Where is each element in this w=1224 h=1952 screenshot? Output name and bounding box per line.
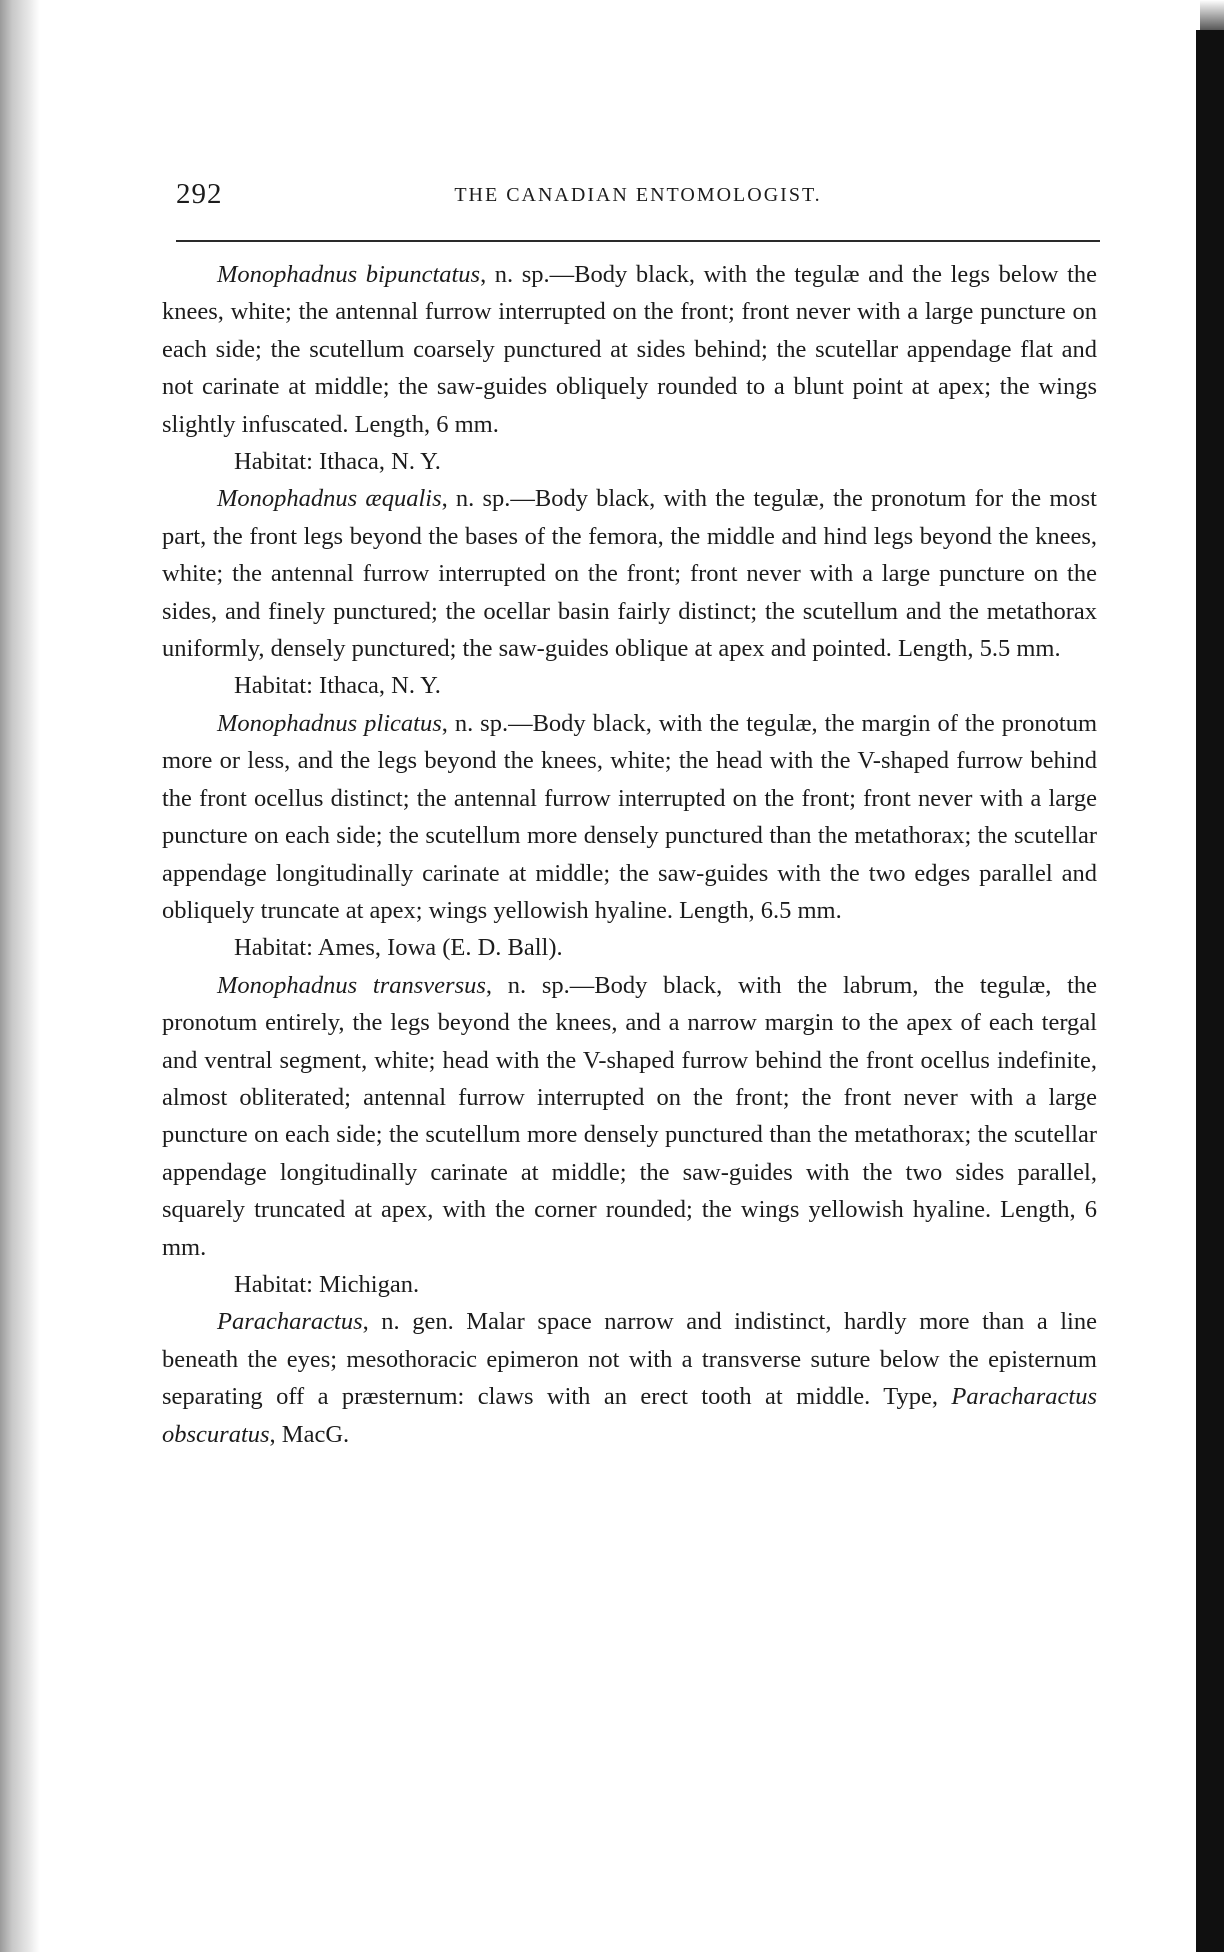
genus-description-text: , n. gen. Malar space narrow and indistinct, hardly more than a line beneath the eyes; mesothoracic epimeron not with a transverse suture below the episternum separating off a præsternum: claws with an erect tooth at middle. Type, — [162, 1308, 1097, 1411]
species-description — [162, 480, 1097, 667]
page-number: 292 — [176, 178, 223, 210]
taxon-name: Monophadnus bipunctatus — [217, 261, 481, 288]
habitat-line: Habitat: Michigan. — [234, 1270, 420, 1298]
genus-name: Paracharactus — [217, 1308, 363, 1336]
description-text: , n. sp.—Body black, with the tegulæ, the margin of the pronotum more or less, and the legs beyond the knees, white; the head with the V-shaped furrow behind the front ocellus distinct; the antennal furrow interrupted on the front; front never with a large puncture on each side; the scutellum more densely punctured than the metathorax; the scutellar appendage longitudinally carinate at middle; the saw-guides with the two edges parallel and obliquely truncate at apex; wings yellowish hyaline. Length, 6.5 mm. — [162, 709, 1097, 924]
description-text: , n. sp.—Body black, with the tegulæ, the pronotum for the most part, the front legs beyond the bases of the femora, the middle and hind legs beyond the knees, white; the antennal furrow interrupted on the front; front never with a large puncture on the sides, and finely punctured; the ocellar basin fairly distinct; the scutellum and the metathorax uniformly, densely punctured; the saw-guides oblique at apex and pointed. Length, 5.5 mm. — [162, 485, 1097, 663]
habitat-line: Habitat: Ithaca, N. Y. — [234, 448, 441, 476]
type-species-author: , MacG. — [269, 1420, 350, 1448]
taxon-name: Monophadnus transversus — [217, 971, 486, 999]
page-left-edge-shadow — [0, 0, 40, 1952]
page-right-edge-border — [1196, 30, 1224, 1952]
habitat-line: Habitat: Ames, Iowa (E. D. Ball). — [234, 934, 563, 962]
description-text: , n. sp.—Body black, with the labrum, the tegulæ, the pronotum entirely, the legs beyond the knees, and a narrow margin to the apex of each tergal and ventral segment, white; head with the V-shaped furrow behind the front ocellus indefinite, almost obliterated; antennal furrow interrupted on the front; the front never with a large puncture on each side; the scutellum more densely punctured than the metathorax; the scutellar appendage longitudinally carinate at middle; the saw-guides with the two sides parallel, squarely truncated at apex, with the corner rounded; the wings yellowish hyaline. Length, 6 mm. — [162, 971, 1097, 1261]
genus-description — [162, 1303, 1097, 1453]
type-species-name: Paracharactus obscuratus — [162, 1383, 1097, 1448]
page-header — [176, 178, 1100, 218]
species-description — [162, 967, 1097, 1266]
taxon-name: Monophadnus æqualis — [217, 485, 442, 513]
species-description — [162, 256, 1097, 443]
running-title: THE CANADIAN ENTOMOLOGIST. — [454, 184, 822, 206]
taxon-name: Monophadnus plicatus — [217, 709, 442, 737]
description-text: , n. sp.—Body black, with the tegulæ and the legs below the knees, white; the antennal furrow interrupted on the front; front never with a large puncture on each side; the scutellum coarsely punctured at sides behind; the scutellar appendage flat and not carinate at middle; the saw-guides obliquely rounded to a blunt point at apex; the wings slightly infuscated. Length, 6 mm. — [162, 261, 1098, 438]
header-rule — [176, 240, 1100, 242]
habitat-line: Habitat: Ithaca, N. Y. — [234, 672, 441, 700]
article-body — [162, 256, 1097, 1453]
species-description — [162, 705, 1097, 929]
